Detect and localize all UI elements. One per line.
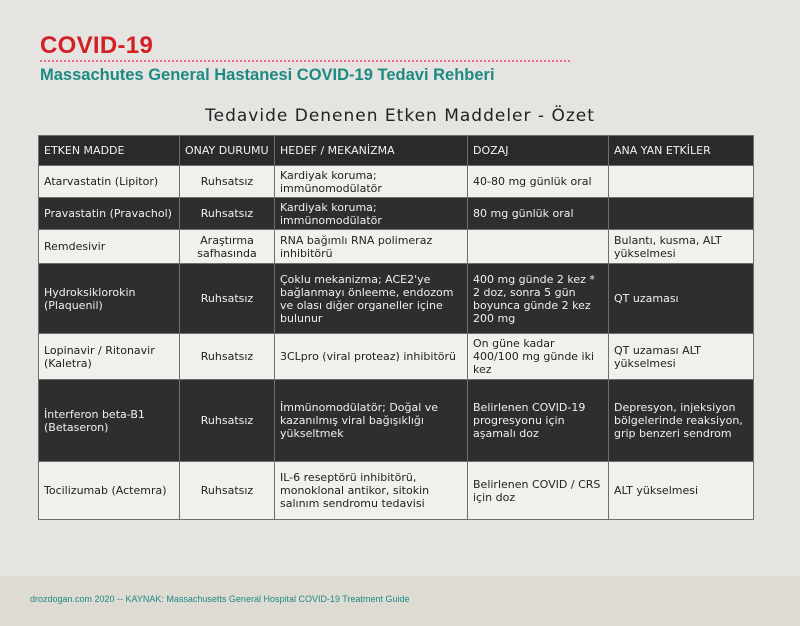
footer: [0, 576, 800, 626]
cell-side-effects: QT uzaması ALT yükselmesi: [609, 334, 754, 380]
cell-drug: Atarvastatin (Lipitor): [39, 166, 180, 198]
cell-dose: 40-80 mg günlük oral: [468, 166, 609, 198]
table-row: [39, 198, 754, 230]
table-row: [39, 462, 754, 520]
cell-target: IL-6 reseptörü inhibitörü, monoklonal antikor, sitokin salınım sendromu tedavisi: [275, 462, 468, 520]
cell-side-effects: Depresyon, injeksiyon bölgelerinde reaksiyon, grip benzeri sendrom: [609, 380, 754, 462]
cell-dose: 80 mg günlük oral: [468, 198, 609, 230]
table-row: [39, 264, 754, 334]
cell-drug: Pravastatin (Pravachol): [39, 198, 180, 230]
table-row: [39, 166, 754, 198]
cell-side-effects: [609, 198, 754, 230]
cell-drug: Remdesivir: [39, 230, 180, 264]
header-status: ONAY DURUMU: [180, 136, 275, 166]
cell-drug: Hydroksiklorokin (Plaquenil): [39, 264, 180, 334]
cell-status: Araştırma safhasında: [180, 230, 275, 264]
cell-status: Ruhsatsız: [180, 334, 275, 380]
header-side-effects: ANA YAN ETKİLER: [609, 136, 754, 166]
table-row: [39, 230, 754, 264]
cell-target: 3CLpro (viral proteaz) inhibitörü: [275, 334, 468, 380]
cell-dose: [468, 230, 609, 264]
cell-side-effects: [609, 166, 754, 198]
cell-status: Ruhsatsız: [180, 166, 275, 198]
cell-side-effects: Bulantı, kusma, ALT yükselmesi: [609, 230, 754, 264]
footer-source-text: drozdogan.com 2020 -- KAYNAK: Massachusetts General Hospital COVID-19 Treatment Guide: [30, 594, 410, 604]
cell-status: Ruhsatsız: [180, 264, 275, 334]
table-row: [39, 380, 754, 462]
cell-target: Çoklu mekanizma; ACE2'ye bağlanmayı önleeme, endozom ve olası diğer organeller içine bulunur: [275, 264, 468, 334]
title-divider: [40, 60, 570, 62]
table-row: [39, 334, 754, 380]
cell-dose: On güne kadar 400/100 mg günde iki kez: [468, 334, 609, 380]
cell-drug: İnterferon beta-B1 (Betaseron): [39, 380, 180, 462]
header-dose: DOZAJ: [468, 136, 609, 166]
cell-target: Kardiyak koruma; immünomodülatör: [275, 166, 468, 198]
cell-drug: Tocilizumab (Actemra): [39, 462, 180, 520]
cell-dose: Belirlenen COVID-19 progresyonu için aşamalı doz: [468, 380, 609, 462]
cell-target: Kardiyak koruma; immünomodülatör: [275, 198, 468, 230]
cell-status: Ruhsatsız: [180, 198, 275, 230]
brand-title: COVID-19: [40, 32, 154, 59]
cell-side-effects: ALT yükselmesi: [609, 462, 754, 520]
header-target: HEDEF / MEKANİZMA: [275, 136, 468, 166]
drug-summary-table: [38, 135, 754, 520]
cell-target: İmmünomodülatör; Doğal ve kazanılmış viral bağışıklığı yükseltmek: [275, 380, 468, 462]
cell-target: RNA bağımlı RNA polimeraz inhibitörü: [275, 230, 468, 264]
header-drug: ETKEN MADDE: [39, 136, 180, 166]
cell-dose: Belirlenen COVID / CRS için doz: [468, 462, 609, 520]
cell-drug: Lopinavir / Ritonavir (Kaletra): [39, 334, 180, 380]
cell-status: Ruhsatsız: [180, 380, 275, 462]
table-title: Tedavide Denenen Etken Maddeler - Özet: [205, 106, 595, 126]
table-header-row: [39, 136, 754, 166]
page-subtitle: Massachutes General Hastanesi COVID-19 Tedavi Rehberi: [40, 66, 495, 84]
cell-dose: 400 mg günde 2 kez * 2 doz, sonra 5 gün boyunca günde 2 kez 200 mg: [468, 264, 609, 334]
cell-side-effects: QT uzaması: [609, 264, 754, 334]
cell-status: Ruhsatsız: [180, 462, 275, 520]
